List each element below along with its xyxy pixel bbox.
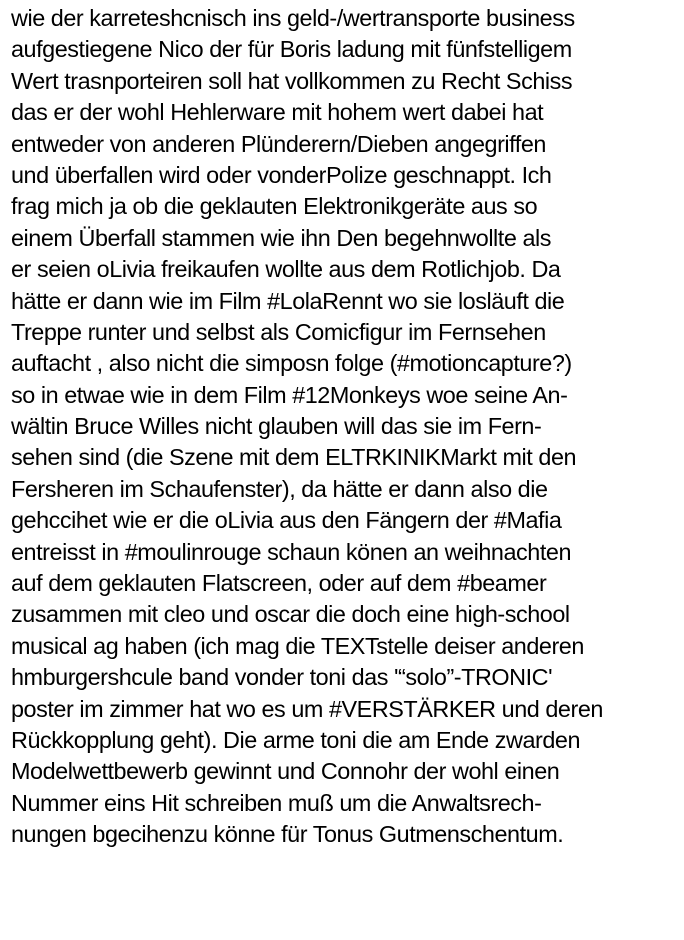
text-line: Nummer eins Hit schreiben muß um die Anwaltsrech- xyxy=(11,789,542,816)
text-line: hmburgershcule band vonder toni das '“solo”-TRONIC' xyxy=(11,664,553,691)
text-line: Rückkopplung geht). Die arme toni die am Ende zwarden xyxy=(11,726,581,753)
text-line: nungen bgecihenzu könne für Tonus Gutmenschentum. xyxy=(11,821,564,848)
text-line: er seien oLivia freikaufen wollte aus dem Rotlichjob. Da xyxy=(11,256,561,283)
text-line: Wert trasnporteiren soll hat vollkommen zu Recht Schiss xyxy=(11,67,573,94)
text-line: das er der wohl Hehlerware mit hohem wert dabei hat xyxy=(11,99,544,126)
text-line: musical ag haben (ich mag die TEXTstelle deiser anderen xyxy=(11,632,584,659)
text-line: wältin Bruce Willes nicht glauben will das sie im Fern- xyxy=(11,413,542,440)
document-page xyxy=(11,0,681,940)
text-line: frag mich ja ob die geklauten Elektronikgeräte aus so xyxy=(11,193,538,220)
text-line: wie der karreteshcnisch ins geld-/wertransporte business xyxy=(11,5,575,31)
text-line: sehen sind (die Szene mit dem ELTRKINIKMarkt mit den xyxy=(11,444,577,471)
text-line: entweder von anderen Plünderern/Dieben angegriffen xyxy=(11,130,546,157)
text-line: auftacht , also nicht die simposn folge (#motioncapture?) xyxy=(11,350,572,377)
text-line: poster im zimmer hat wo es um #VERSTÄRKER und deren xyxy=(11,695,603,722)
text-line: hätte er dann wie im Film #LolaRennt wo sie losläuft die xyxy=(11,287,565,314)
text-line: Fersheren im Schaufenster), da hätte er dann also die xyxy=(11,475,548,502)
text-line: Treppe runter und selbst als Comicfigur im Fernsehen xyxy=(11,318,546,345)
text-line: entreisst in #moulinrouge schaun könen an weihnachten xyxy=(11,538,572,565)
text-line: einem Überfall stammen wie ihn Den begehnwollte als xyxy=(11,224,552,251)
text-line: zusammen mit cleo und oscar die doch eine high-school xyxy=(11,601,570,628)
text-line: und überfallen wird oder vonderPolize geschnappt. Ich xyxy=(11,161,552,188)
text-line: aufgestiegene Nico der für Boris ladung mit fünfstelligem xyxy=(11,36,572,63)
text-line: auf dem geklauten Flatscreen, oder auf dem #beamer xyxy=(11,570,547,597)
text-line: Modelwettbewerb gewinnt und Connohr der wohl einen xyxy=(11,758,560,785)
text-line: so in etwae wie in dem Film #12Monkeys woe seine An- xyxy=(11,381,568,408)
text-line: gehccihet wie er die oLivia aus den Fängern der #Mafia xyxy=(11,507,562,534)
